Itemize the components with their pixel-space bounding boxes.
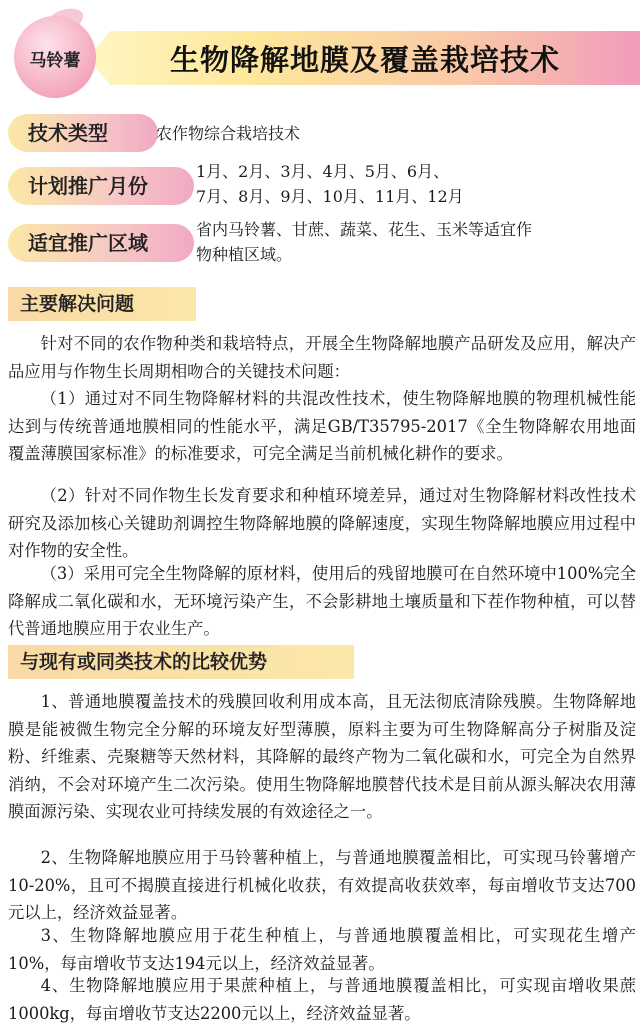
problems-item-2: （2）针对不同作物生长发育要求和种植环境差异，通过对生物降解材料改性技术研究及添加核心关键助剂调控生物降解地膜的降解速度，实现生物降解地膜应用过程中对作物的安全性。	[8, 486, 636, 560]
tech-type-value: 农作物综合栽培技术	[156, 124, 301, 143]
problems-intro: 针对不同的农作物种类和栽培特点，开展全生物降解地膜产品研发及应用，解决产品应用与作物生长周期相吻合的关键技术问题：	[8, 334, 636, 381]
advantage-item-2: 2、生物降解地膜应用于马铃薯种植上，与普通地膜覆盖相比，可实现马铃薯增产10-20%，且可不揭膜直接进行机械化收获，有效提高收获效率，每亩增收节支达700元以上，经济效益显著。	[8, 848, 636, 922]
advantage-item-1: 1、普通地膜覆盖技术的残膜回收利用成本高，且无法彻底清除残膜。生物降解地膜是能被微生物完全分解的环境友好型薄膜，原料主要为可生物降解高分子树脂及淀粉、纤维素、壳聚糖等天然材料，其降解的最终产物为二氧化碳和水，可完全为自然界消纳，不会对环境产生二次污染。使用生物降解地膜替代技术是目前从源头解决农用薄膜面源污染、实现农业可持续发展的有效途径之一。	[8, 692, 636, 821]
region-line-1: 省内马铃薯、甘蔗、蔬菜、花生、玉米等适宜作	[196, 220, 533, 239]
region-label: 适宜推广区域	[8, 224, 194, 262]
problems-item-3: （3）采用可完全生物降解的原材料，使用后的残留地膜可在自然环境中100%完全降解成二氧化碳和水，无环境污染产生，不会影耕地土壤质量和下茬作物种植，可以替代普通地膜应用于农业生产。	[8, 564, 636, 638]
problems-item-1: （1）通过对不同生物降解材料的共混改性技术，使生物降解地膜的物理机械性能达到与传统普通地膜相同的性能水平，满足GB/T35795-2017《全生物降解农用地面覆盖薄膜国家标准》的标准要求，可完全满足当前机械化耕作的要求。	[8, 389, 636, 463]
region-line-2: 物种植区域。	[196, 245, 293, 264]
badge-label: 马铃薯	[29, 51, 81, 71]
advantage-item-3: 3、生物降解地膜应用于花生种植上，与普通地膜覆盖相比，可实现花生增产10%，每亩增收节支达194元以上，经济效益显著。	[8, 926, 636, 973]
header	[0, 0, 643, 110]
section-heading-advantages: 与现有或同类技术的比较优势	[8, 645, 354, 679]
months-line-1: 1月、2月、3月、4月、5月、6月、	[196, 162, 450, 181]
tech-type-label: 技术类型	[8, 114, 158, 152]
category-badge	[14, 16, 96, 98]
section-heading-problems: 主要解决问题	[8, 287, 196, 321]
advantage-item-4: 4、生物降解地膜应用于果蔗种植上，与普通地膜覆盖相比，可实现亩增收果蔗1000kg，每亩增收节支达2200元以上，经济效益显著。	[8, 976, 636, 1023]
page-title: 生物降解地膜及覆盖栽培技术	[169, 43, 560, 77]
months-label: 计划推广月份	[8, 167, 194, 205]
months-line-2: 7月、8月、9月、10月、11月、12月	[196, 187, 464, 206]
